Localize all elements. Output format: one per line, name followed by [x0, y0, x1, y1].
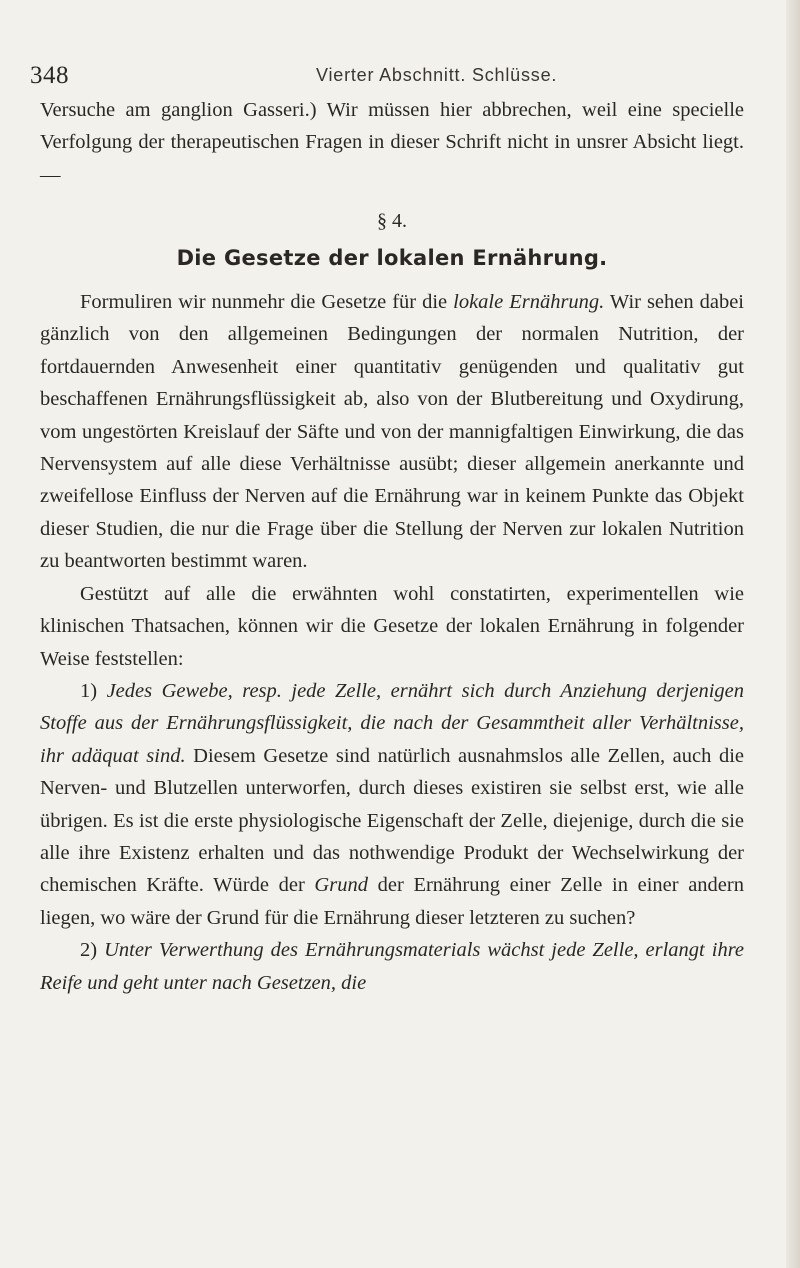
page-header: [0, 62, 800, 92]
emphasis-text: lokale Ernährung.: [453, 291, 605, 314]
body-text: [40, 94, 744, 999]
paragraph-text: Wir sehen dabei gänzlich von den allgemeinen Bedingungen der normalen Nutrition, der fortdauernden Anwesenheit einer quantitativ genügenden und qualitativ gut beschaffenen Ernährungsflüssigkeit ab, also von der Blutbereitung und Oxydirung, vom ungestörten Kreislauf der Säfte und von der mannigfaltigen Einwirkung, die das Nervensystem auf alle diese Verhältnisse ausübt; dieser allgemein anerkannte und zweifellose Einfluss der Nerven auf die Ernährung war in keinem Punkte das Objekt dieser Studien, die nur die Frage über die Stellung der Nerven zur lokalen Nutrition zu beantworten bestimmt waren.: [40, 291, 744, 573]
running-head: Vierter Abschnitt. Schlüsse.: [316, 65, 558, 85]
section-title: Die Gesetze der lokalen Ernährung.: [176, 245, 608, 270]
law-1: [40, 675, 744, 934]
paragraph-text: der Ernährung einer Zelle in einer andern liegen, wo wäre der Grund für die Ernährung dieser letzteren zu suchen?: [40, 874, 744, 929]
paragraph-formulation: [40, 286, 744, 578]
paragraph-text: Diesem Gesetze sind natürlich ausnahmslos alle Zellen, auch die Nerven- und Blutzellen unterworfen, durch dieses existiren sie selbst erst, wie alle übrigen. Es ist die erste physiologische Eigenschaft der Zelle, diejenige, durch die sie alle ihre Existenz erhalten und das nothwendige Produkt der Wechselwirkung der chemischen Kräfte. Würde der: [40, 744, 744, 897]
law-number: 2): [80, 939, 105, 962]
law-number: 1): [80, 679, 107, 702]
law-2: [40, 934, 744, 999]
page-edge: [786, 0, 800, 1268]
page-number: 348: [30, 62, 69, 89]
law-statement: Jedes Gewebe, resp. jede Zelle, ernährt sich durch Anziehung derjenigen Stoffe aus der Ernährungsflüssigkeit, die nach der Gesammtheit aller Verhältnisse, ihr adäquat sind.: [40, 679, 745, 767]
paragraph-text: Formuliren wir nunmehr die Gesetze für die: [80, 291, 454, 314]
law-statement: Unter Verwerthung des Ernährungsmaterials wächst jede Zelle, erlangt ihre Reife und geht unter nach Gesetzen, die: [40, 939, 745, 994]
emphasis-text: Grund: [314, 874, 368, 897]
intro-paragraph: Versuche am ganglion Gasseri.) Wir müssen hier abbrechen, weil eine specielle Verfolgung der therapeutischen Fragen in dieser Schrift nicht in unsrer Absicht liegt. —: [40, 99, 744, 186]
paragraph-support: Gestützt auf alle die erwähnten wohl constatirten, experimentellen wie klinischen Thatsachen, können wir die Gesetze der lokalen Ernährung in folgender Weise feststellen:: [40, 582, 744, 670]
section-number: § 4.: [377, 210, 407, 233]
